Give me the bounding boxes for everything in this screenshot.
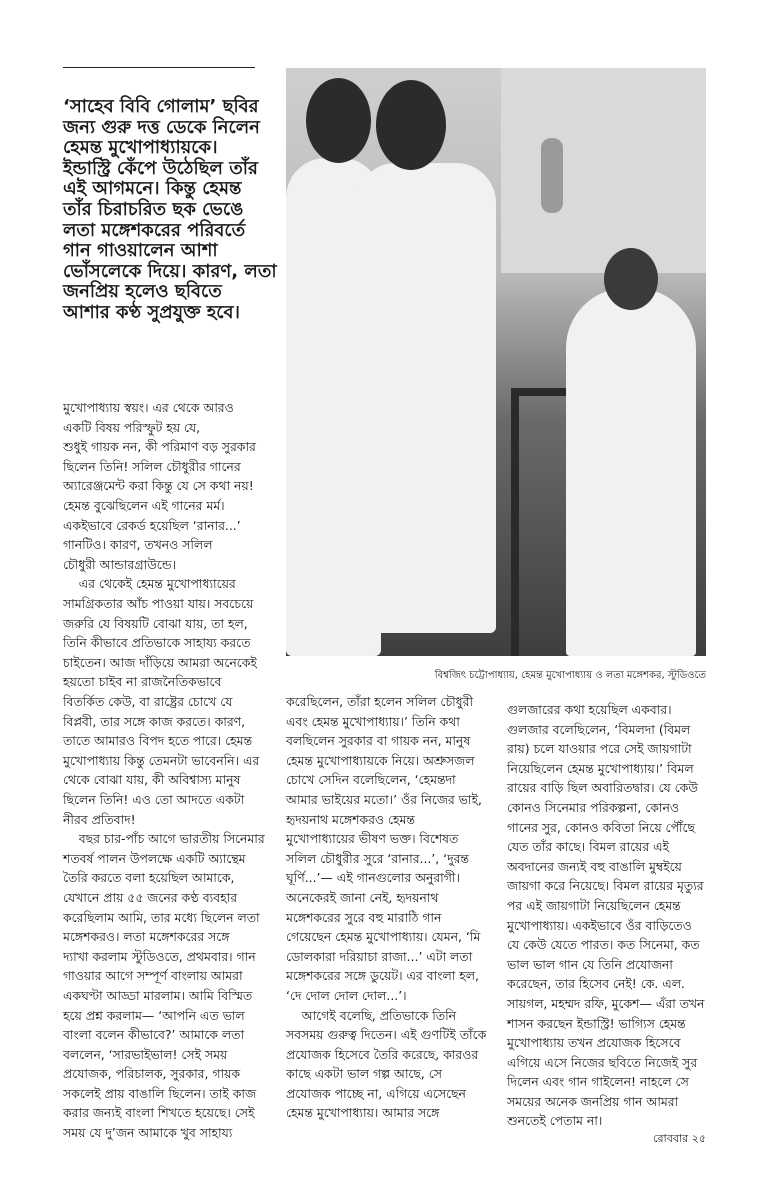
text-line: বছর চার-পাঁচ আগে ভারতীয় সিনেমার bbox=[63, 831, 265, 847]
pull-quote bbox=[63, 97, 283, 324]
text-line: করেছেন, তার হিসেব নেই! কে. এল. bbox=[507, 976, 685, 992]
text-line: ঘূর্ণি...’— এই গানগুলোর অনুরাগী। bbox=[286, 870, 460, 886]
text-line: হয়তো চাইব না রাজনৈতিকভাবে bbox=[63, 674, 222, 690]
text-line: মঙ্গেশকরের সুরে বহু মারাঠি গান bbox=[286, 909, 442, 925]
text-line: সামগ্রিকতার আঁচ পাওয়া যায়। সবচেয়ে bbox=[63, 595, 254, 611]
text-line: বললেন, ‘সারভাইভাল! সেই সময় bbox=[63, 1046, 228, 1062]
text-line: সবসময় গুরুত্ব দিতেন। এই গুণটিই তাঁকে bbox=[286, 1027, 487, 1043]
text-line: করার জন্যই বাংলা শিখতে হয়েছে। সেই bbox=[63, 1105, 255, 1121]
text-line: আমার ভাইয়ের মতো।’ ওঁর নিজের ভাই, bbox=[286, 791, 482, 807]
text-line: শাসন করছেন ইন্ডাস্ট্রি! ভাগ্যিস হেমন্ত bbox=[507, 1015, 686, 1031]
text-line: অ্যারেঞ্জমেন্ট করা কিন্তু যে সে কথা নয়! bbox=[63, 478, 254, 494]
text-line: ছিলেন তিনি! সলিল চৌধুরীর গানের bbox=[63, 458, 241, 474]
text-line: দিলেন এবং গান গাইলেন! নাহলে সে bbox=[507, 1074, 689, 1090]
text-line: মঙ্গেশকরের সঙ্গে ডুয়েট। এর বাংলা হল, bbox=[286, 968, 479, 984]
text-line: প্রযোজক, পরিচালক, সুরকার, গায়ক bbox=[63, 1066, 241, 1082]
page-folio: রোববার ২৫ bbox=[653, 1132, 706, 1145]
text-line: সময়ের অনেক জনপ্রিয় গান আমরা bbox=[507, 1093, 679, 1109]
text-line: গানের সুর, কোনও কবিতা নিয়ে পৌঁছে bbox=[507, 819, 696, 835]
text-line: করেছিলেন, তাঁরা হলেন সলিল চৌধুরী bbox=[286, 694, 473, 709]
text-line: হেমন্ত মুখোপাধ্যায়। আমার সঙ্গে bbox=[286, 1105, 440, 1121]
text-line: মুখোপাধ্যায় কিন্তু তেমনটা ভাবেননি। এর bbox=[63, 752, 260, 768]
text-line: লতা মঙ্গেশকরের পরিবর্তে bbox=[63, 219, 246, 241]
text-line: জরুরি যে বিষয়টি বোঝা যায়, তা হল, bbox=[63, 615, 248, 631]
text-line: সায়গল, মহম্মদ রফি, মুকেশ— এঁরা তখন bbox=[507, 995, 705, 1011]
text-line: হেমন্ত বুঝেছিলেন এই গানের মর্ম। bbox=[63, 497, 225, 513]
text-line: এবং হেমন্ত মুখোপাধ্যায়।’ তিনি কথা bbox=[286, 713, 460, 729]
text-line: শুধুই গায়ক নন, কী পরিমাণ বড় সুরকার bbox=[63, 439, 256, 455]
text-line: ভোঁসলেকে দিয়ে। কারণ, লতা bbox=[63, 260, 277, 282]
text-line: ‘দে দোল দোল দোল...’। bbox=[286, 987, 407, 1003]
photo-head-right bbox=[604, 248, 658, 310]
text-line: গান গাওয়ালেন আশা bbox=[63, 240, 218, 262]
text-line: মুখোপাধ্যায়ের ভীষণ ভক্ত। বিশেষত bbox=[286, 831, 459, 847]
photo-figure-middle bbox=[356, 163, 496, 633]
text-line: একটি বিষয় পরিস্ফুট হয় যে, bbox=[63, 419, 201, 435]
text-line: মুখোপাধ্যায় তখন প্রযোজক হিসেবে bbox=[507, 1035, 681, 1051]
text-line: গানটিও। কারণ, তখনও সলিল bbox=[63, 537, 213, 553]
text-line: হয়ে প্রশ্ন করলাম— ‘আপনি এত ভাল bbox=[63, 1007, 245, 1023]
text-line: যেখানে প্রায় ৫৫ জনের কণ্ঠ ব্যবহার bbox=[63, 889, 238, 905]
text-line: তাঁর চিরাচরিত ছক ভেঙে bbox=[63, 198, 244, 220]
text-line: ডোলকারা দরিয়াচা রাজা...’ এটা লতা bbox=[286, 948, 473, 964]
text-line: জন্য গুরু দত্ত ডেকে নিলেন bbox=[63, 116, 260, 138]
column-1-bottom bbox=[63, 692, 265, 1143]
column-2 bbox=[286, 692, 486, 1123]
text-line: প্রযোজক হিসেবে তৈরি করেছে, কারওর bbox=[286, 1046, 479, 1062]
text-line: চোখে সেদিন বলেছিলেন, ‘হেমন্তদা bbox=[286, 772, 456, 788]
text-line: অবদানের জন্যই বহু বাঙালি মুম্বইয়ে bbox=[507, 858, 682, 874]
text-line: আশার কণ্ঠ সুপ্রযুক্ত হবে। bbox=[63, 301, 240, 323]
text-line: যেত তাঁর কাছে। বিমল রায়ের এই bbox=[507, 839, 669, 855]
text-line: সকলেই প্রায় বাঙালি ছিলেন। তাই কাজ bbox=[63, 1085, 257, 1101]
text-line: সলিল চৌধুরীর সুরে ‘রানার...’, ‘দুরন্ত bbox=[286, 850, 469, 866]
text-line: মঙ্গেশকরও। লতা মঙ্গেশকরের সঙ্গে bbox=[63, 929, 230, 945]
text-line: ভাল ভাল গান যে তিনি প্রযোজনা bbox=[507, 956, 673, 972]
text-line: গুলজার বলেছিলেন, ‘বিমলদা (বিমল bbox=[507, 721, 691, 737]
photo-head-middle bbox=[376, 80, 446, 170]
microphone-icon bbox=[541, 138, 563, 213]
text-line: নীরব প্রতিবাদ! bbox=[63, 811, 136, 827]
photo-caption: বিশ্বজিৎ চট্টোপাধ্যায়, হেমন্ত মুখোপাধ্যায় ও লতা মঙ্গেশকর, স্টুডিওতে bbox=[434, 670, 706, 681]
text-line: এই আগমনে। কিন্তু হেমন্ত bbox=[63, 178, 242, 200]
text-line: হেমন্ত মুখোপাধ্যায়কে। bbox=[63, 137, 218, 159]
text-line: তৈরি করতে বলা হয়েছিল আমাকে, bbox=[63, 870, 235, 886]
text-line: মুখোপাধ্যায়। একইভাবে ওঁর বাড়িতেও bbox=[507, 917, 692, 933]
text-line: ইন্ডাস্ট্রি কেঁপে উঠেছিল তাঁর bbox=[63, 157, 258, 179]
text-line: নিয়েছিলেন হেমন্ত মুখোপাধ্যায়।’ বিমল bbox=[507, 760, 694, 776]
text-line: থেকে বোঝা যায়, কী অবিশ্বাস্য মানুষ bbox=[63, 772, 241, 788]
text-line: শতবর্ষ পালন উপলক্ষে একটি অ্যান্থেম bbox=[63, 850, 246, 866]
text-line: পর এই জায়গাটা নিয়েছিলেন হেমন্ত bbox=[507, 897, 681, 913]
text-line: জায়গা করে নিয়েছে। বিমল রায়ের মৃত্যুর bbox=[507, 878, 704, 894]
text-line: একঘণ্টা আড্ডা মারলাম। আমি বিস্মিত bbox=[63, 987, 253, 1003]
text-line: এগিয়ে এসে নিজের ছবিতে নিজেই সুর bbox=[507, 1054, 698, 1070]
text-line: হেমন্ত মুখোপাধ্যায়কে নিয়ে। অশ্রুসজল bbox=[286, 752, 475, 768]
text-line: কাছে একটা ভাল গল্প আছে, সে bbox=[286, 1066, 442, 1082]
text-line: গাওয়ার আগে সম্পূর্ণ বাংলায় আমরা bbox=[63, 968, 243, 984]
text-line: চৌধুরী আন্ডারগ্রাউন্ডে। bbox=[63, 556, 177, 572]
text-line: রায়ের বাড়ি ছিল অবারিতদ্বার। যে কেউ bbox=[507, 780, 698, 796]
text-line: গেয়েছেন হেমন্ত মুখোপাধ্যায়। যেমন, ‘মি bbox=[286, 929, 481, 945]
text-line: বাংলা বলেন কীভাবে?’ আমাকে লতা bbox=[63, 1027, 245, 1043]
column-3 bbox=[507, 700, 704, 1131]
text-line: একইভাবে রেকর্ড হয়েছিল ‘রানার...’ bbox=[63, 517, 241, 533]
text-line: শুনতেই পেতাম না। bbox=[507, 1113, 603, 1129]
text-line: বলছিলেন সুরকার বা গায়ক নন, মানুষ bbox=[286, 733, 471, 749]
text-line: ‘সাহেব বিবি গোলাম’ ছবির bbox=[63, 96, 259, 117]
text-line: দ্যাখা করলাম স্টুডিওতে, প্রথমবার। গান bbox=[63, 948, 256, 964]
text-line: রায়) চলে যাওয়ার পরে সেই জায়গাটা bbox=[507, 741, 692, 757]
text-line: প্রযোজক পাচ্ছে না, এগিয়ে এসেছেন bbox=[286, 1085, 466, 1101]
text-line: তাতে আমারও বিপদ হতে পারে। হেমন্ত bbox=[63, 733, 253, 749]
text-line: গুলজারের কথা হয়েছিল একবার। bbox=[507, 702, 672, 717]
text-line: আগেই বলেছি, প্রতিভাকে তিনি bbox=[286, 1007, 457, 1023]
text-line: বিতর্কিত কেউ, বা রাষ্ট্রের চোখে যে bbox=[63, 694, 233, 709]
photo-figure-right bbox=[566, 288, 696, 656]
text-line: কোনও সিনেমার পরিকল্পনা, কোনও bbox=[507, 799, 680, 815]
text-line: চাইতেন। আজ দাঁড়িয়ে আমরা অনেকেই bbox=[63, 654, 257, 670]
text-line: তিনি কীভাবে প্রতিভাকে সাহায্য করতে bbox=[63, 635, 251, 651]
text-line: এর থেকেই হেমন্ত মুখোপাধ্যায়ের bbox=[63, 576, 236, 592]
photo-wall bbox=[501, 68, 706, 273]
text-line: জনপ্রিয় হলেও ছবিতে bbox=[63, 281, 222, 303]
text-line: সময় যে দু’জন আমাকে খুব সাহায্য bbox=[63, 1125, 233, 1141]
text-line: যে কেউ যেতে পারত। কত সিনেমা, কত bbox=[507, 937, 700, 953]
text-line: মুখোপাধ্যায় স্বয়ং। এর থেকে আরও bbox=[63, 400, 234, 415]
text-line: অনেকেরই জানা নেই, হৃদয়নাথ bbox=[286, 889, 439, 905]
text-line: বিপ্লবী, তার সঙ্গে কাজ করতে। কারণ, bbox=[63, 713, 246, 729]
column-1-top bbox=[63, 398, 257, 692]
studio-photo bbox=[286, 68, 706, 656]
text-line: ছিলেন তিনি! এও তো আদতে একটা bbox=[63, 791, 245, 807]
photo-head-left bbox=[306, 78, 371, 163]
text-line: করেছিলাম আমি, তার মধ্যে ছিলেন লতা bbox=[63, 909, 260, 925]
top-rule bbox=[63, 67, 255, 68]
text-line: হৃদয়নাথ মঙ্গেশকরও হেমন্ত bbox=[286, 811, 415, 827]
